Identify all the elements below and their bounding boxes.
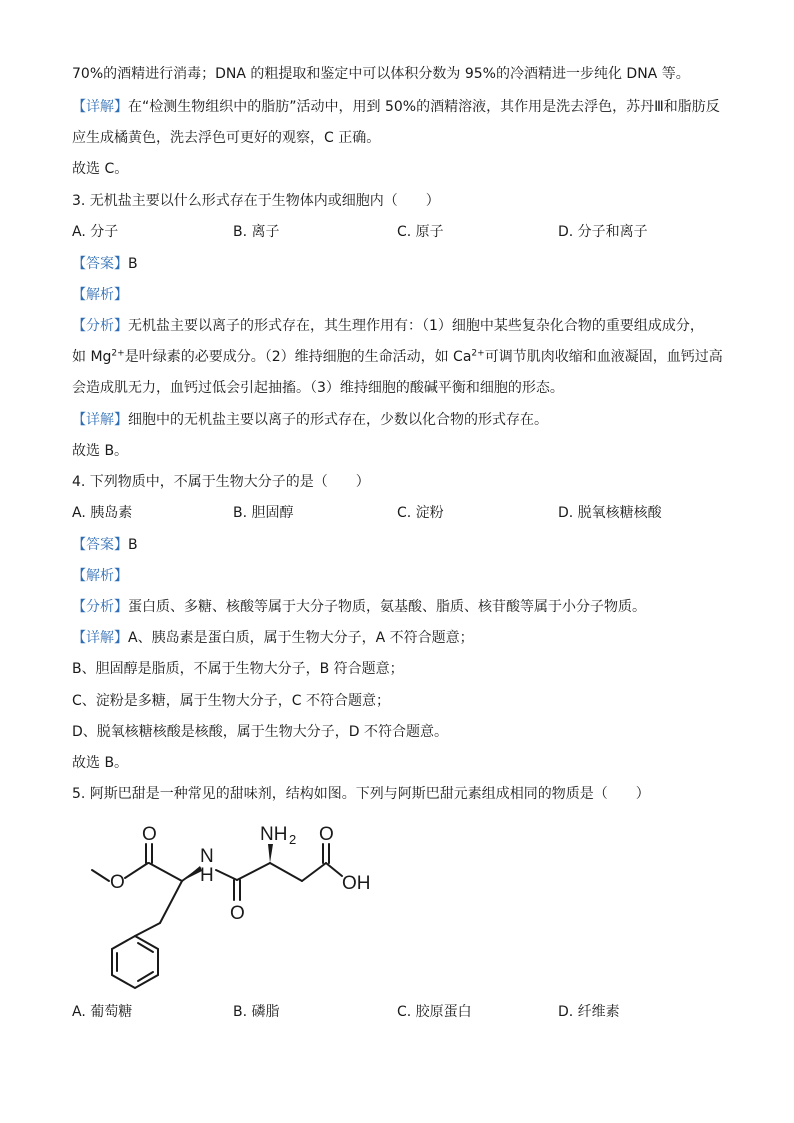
option-c: C. 淀粉 xyxy=(397,505,444,521)
question-4: 4. 下列物质中，不属于生物大分子的是（ ） xyxy=(72,474,370,490)
option-a: A. 葡萄糖 xyxy=(72,1004,133,1020)
question-3: 3. 无机盐主要以什么形式存在于生物体内或细胞内（ ） xyxy=(72,193,440,209)
question-5: 5. 阿斯巴甜是一种常见的甜味剂，结构如图。下列与阿斯巴甜元素组成相同的物质是（ ） xyxy=(72,786,650,802)
detail-text: 在“检测生物组织中的脂肪”活动中，用到 50%的酒精溶液，其作用是洗去浮色，苏丹Ⅲ和脂肪反 xyxy=(128,99,720,115)
conclusion-line: 故选 B。 xyxy=(72,755,129,771)
answer-tag: 【答案】 xyxy=(72,537,128,553)
option-b: B. 胆固醇 xyxy=(233,505,294,521)
atom-label: O xyxy=(142,824,157,845)
analysis-sub-tag: 【分析】 xyxy=(72,599,128,615)
atom-label: O xyxy=(319,824,334,845)
text-line: C、淀粉是多糖，属于生物大分子，C 不符合题意； xyxy=(72,693,390,709)
analysis-tag: 【解析】 xyxy=(72,568,128,584)
superscript: 2+ xyxy=(471,348,485,359)
answer-line xyxy=(72,254,138,274)
text-fragment: 是叶绿素的必要成分。（2）维持细胞的生命活动，如 Ca xyxy=(124,349,472,365)
atom-label: O xyxy=(230,903,245,924)
text-line xyxy=(72,97,720,117)
text-line xyxy=(72,597,646,617)
analysis-tag: 【解析】 xyxy=(72,287,128,303)
answer-value: B xyxy=(128,256,138,272)
conclusion-line: 故选 C。 xyxy=(72,161,129,177)
option-d: D. 脱氧核糖核酸 xyxy=(558,505,662,521)
detail-text: 细胞中的无机盐主要以离子的形式存在，少数以化合物的形式存在。 xyxy=(128,412,548,428)
atom-label: OH xyxy=(342,873,371,894)
detail-tag: 【详解】 xyxy=(72,99,128,115)
text-line xyxy=(72,628,474,648)
conclusion-line: 故选 B。 xyxy=(72,443,129,459)
superscript: 2+ xyxy=(111,348,125,359)
analysis-heading xyxy=(72,566,128,586)
option-a: A. 胰岛素 xyxy=(72,505,133,521)
analysis-sub-tag: 【分析】 xyxy=(72,318,128,334)
atom-label: O xyxy=(110,872,125,893)
text-line: D、脱氧核糖核酸是核酸，属于生物大分子，D 不符合题意。 xyxy=(72,724,449,740)
detail-text: A、胰岛素是蛋白质，属于生物大分子，A 不符合题意； xyxy=(128,630,474,646)
option-b: B. 离子 xyxy=(233,224,280,240)
wedge-bond xyxy=(182,866,202,881)
option-c: C. 原子 xyxy=(397,224,444,240)
aspartame-structure-diagram xyxy=(80,818,390,990)
text-line: 应生成橘黄色，洗去浮色可更好的观察，C 正确。 xyxy=(72,130,381,146)
text-line xyxy=(72,347,723,367)
text-line: 会造成肌无力，血钙过低会引起抽搐。（3）维持细胞的酸碱平衡和细胞的形态。 xyxy=(72,380,564,396)
analysis-text: 无机盐主要以离子的形式存在，其生理作用有：（1）细胞中某些复杂化合物的重要组成成分， xyxy=(128,318,704,334)
detail-tag: 【详解】 xyxy=(72,412,128,428)
option-d: D. 分子和离子 xyxy=(558,224,648,240)
option-d: D. 纤维素 xyxy=(558,1004,620,1020)
answer-tag: 【答案】 xyxy=(72,256,128,272)
atom-label: H xyxy=(200,865,214,886)
wedge-bond xyxy=(268,844,273,863)
answer-line xyxy=(72,535,138,555)
analysis-heading xyxy=(72,285,128,305)
text-line: B、胆固醇是脂质，不属于生物大分子，B 符合题意； xyxy=(72,661,404,677)
text-line xyxy=(72,316,704,336)
detail-tag: 【详解】 xyxy=(72,630,128,646)
text-fragment: 可调节肌肉收缩和血液凝固，血钙过高 xyxy=(484,349,723,365)
analysis-text: 蛋白质、多糖、核酸等属于大分子物质，氨基酸、脂质、核苷酸等属于小分子物质。 xyxy=(128,599,646,615)
option-a: A. 分子 xyxy=(72,224,119,240)
option-b: B. 磷脂 xyxy=(233,1004,280,1020)
text-line: 70%的酒精进行消毒；DNA 的粗提取和鉴定中可以体积分数为 95%的冷酒精进一步纯化 DNA 等。 xyxy=(72,66,690,82)
option-c: C. 胶原蛋白 xyxy=(397,1004,472,1020)
atom-label-subscript: 2 xyxy=(289,832,297,847)
text-fragment: 如 Mg xyxy=(72,349,112,365)
text-line xyxy=(72,410,548,430)
atom-label: N xyxy=(200,846,214,867)
answer-value: B xyxy=(128,537,138,553)
atom-label: NH xyxy=(260,824,288,845)
